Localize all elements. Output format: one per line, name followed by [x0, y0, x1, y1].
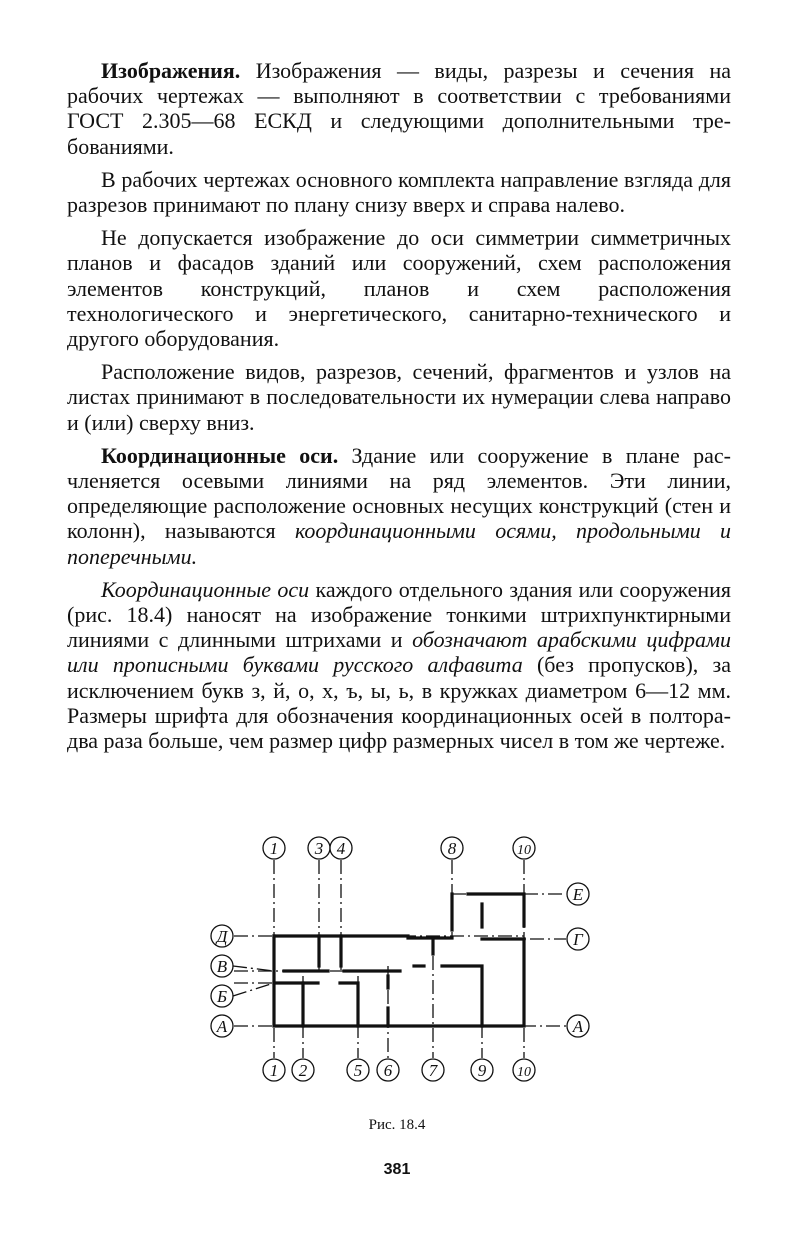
text-block — [67, 58, 731, 761]
axis-marker-top-4 — [330, 837, 352, 859]
axis-marker-top-3 — [308, 837, 330, 859]
axis-marker-right-a — [567, 1015, 589, 1037]
axis-markers — [211, 837, 589, 1081]
paragraph-coord-axes: Координационные оси. Здание или сооружение в плане расчленяется осевыми линиями на ряд элементов. Эти линии, определяющие расположение основных несущих конструкций (стен и колонн), называются координационными осями, продольными и поперечными. — [67, 442, 731, 569]
svg-text:А: А — [216, 1017, 228, 1036]
paragraph-images: Изображения. Изображения — виды, разрезы и сечения на рабочих чертежах — выполняют в соответствии с требованиями ГОСТ 2.305—68 ЕСКД и следующими дополнительными требованиями. — [67, 58, 731, 159]
axis-marker-left-d — [211, 925, 233, 947]
svg-text:Е: Е — [572, 885, 584, 904]
axis-marker-right-e — [567, 883, 589, 905]
svg-text:8: 8 — [447, 839, 457, 858]
svg-text:Б: Б — [216, 987, 228, 1006]
figure-coordinate-axes-plan — [200, 826, 600, 1096]
axis-marker-bottom-6 — [377, 1059, 399, 1081]
svg-text:7: 7 — [428, 1061, 438, 1080]
svg-text:4: 4 — [336, 839, 346, 858]
axis-marker-bottom-5 — [347, 1059, 369, 1081]
svg-text:10: 10 — [517, 1065, 531, 1080]
axis-marker-left-v — [211, 955, 233, 977]
axis-marker-right-g — [567, 928, 589, 950]
axis-marker-bottom-2 — [292, 1059, 314, 1081]
axis-marker-bottom-1 — [263, 1059, 285, 1081]
svg-text:1: 1 — [269, 839, 279, 858]
svg-text:6: 6 — [383, 1061, 393, 1080]
svg-text:В: В — [216, 957, 228, 976]
axis-marker-bottom-7 — [422, 1059, 444, 1081]
term-images: Изображения. — [101, 58, 241, 83]
svg-text:9: 9 — [477, 1061, 487, 1080]
axis-marker-left-a — [211, 1015, 233, 1037]
paragraph-view-direction: В рабочих чертежах основного комплекта направление взгляда для разрезов принимают по плану снизу вверх и справа налево. — [67, 166, 731, 218]
svg-text:1: 1 — [269, 1061, 279, 1080]
figure-caption: Рис. 18.4 — [368, 1117, 426, 1133]
svg-text:5: 5 — [353, 1061, 363, 1080]
svg-text:3: 3 — [314, 839, 324, 858]
axis-marker-bottom-10 — [513, 1059, 535, 1081]
axis-marker-top-8 — [441, 837, 463, 859]
axis-marker-left-b — [211, 985, 233, 1007]
svg-text:Д: Д — [216, 927, 228, 946]
axis-lines — [234, 860, 566, 1058]
page-number: 381 — [383, 1161, 411, 1178]
axis-marker-top-1 — [263, 837, 285, 859]
axis-marker-bottom-9 — [471, 1059, 493, 1081]
paragraph-layout-order: Расположение видов, разрезов, сечений, фрагментов и узлов на листах принимают в последовательности их нумерации слева направо и (или) сверху вниз. — [67, 359, 731, 435]
svg-text:2: 2 — [298, 1061, 308, 1080]
paragraph-symmetry: Не допускается изображение до оси симметрии симметричных планов и фасадов зданий или сооружений, схем расположения элементов конструкций, планов и схем расположения технологического и энергетического, санитарно-технического и другого оборудования. — [67, 225, 731, 352]
svg-text:А: А — [572, 1017, 584, 1036]
term-coord-axes: Координационные оси. — [101, 442, 339, 468]
svg-text:10: 10 — [517, 843, 531, 858]
svg-text:Г: Г — [573, 930, 583, 949]
building-walls — [274, 894, 524, 1026]
paragraph-axis-marking: Координационные оси каждого отдельного здания или сооружения (рис. 18.4) наносят на изображение тонкими штрихпунктирными линиями с длинными штрихами и обозначают арабскими цифрами или прописными буквами русского алфавита (без пропусков), за исключением букв з, й, о, х, ъ, ы, ь, в кружках диаметром 6—12 мм. Размеры шрифта для обозначения координационных осей в полтора-два раза больше, чем размер цифр размерных чисел в том же чертеже. — [67, 576, 732, 754]
axis-marker-top-10 — [513, 837, 535, 859]
